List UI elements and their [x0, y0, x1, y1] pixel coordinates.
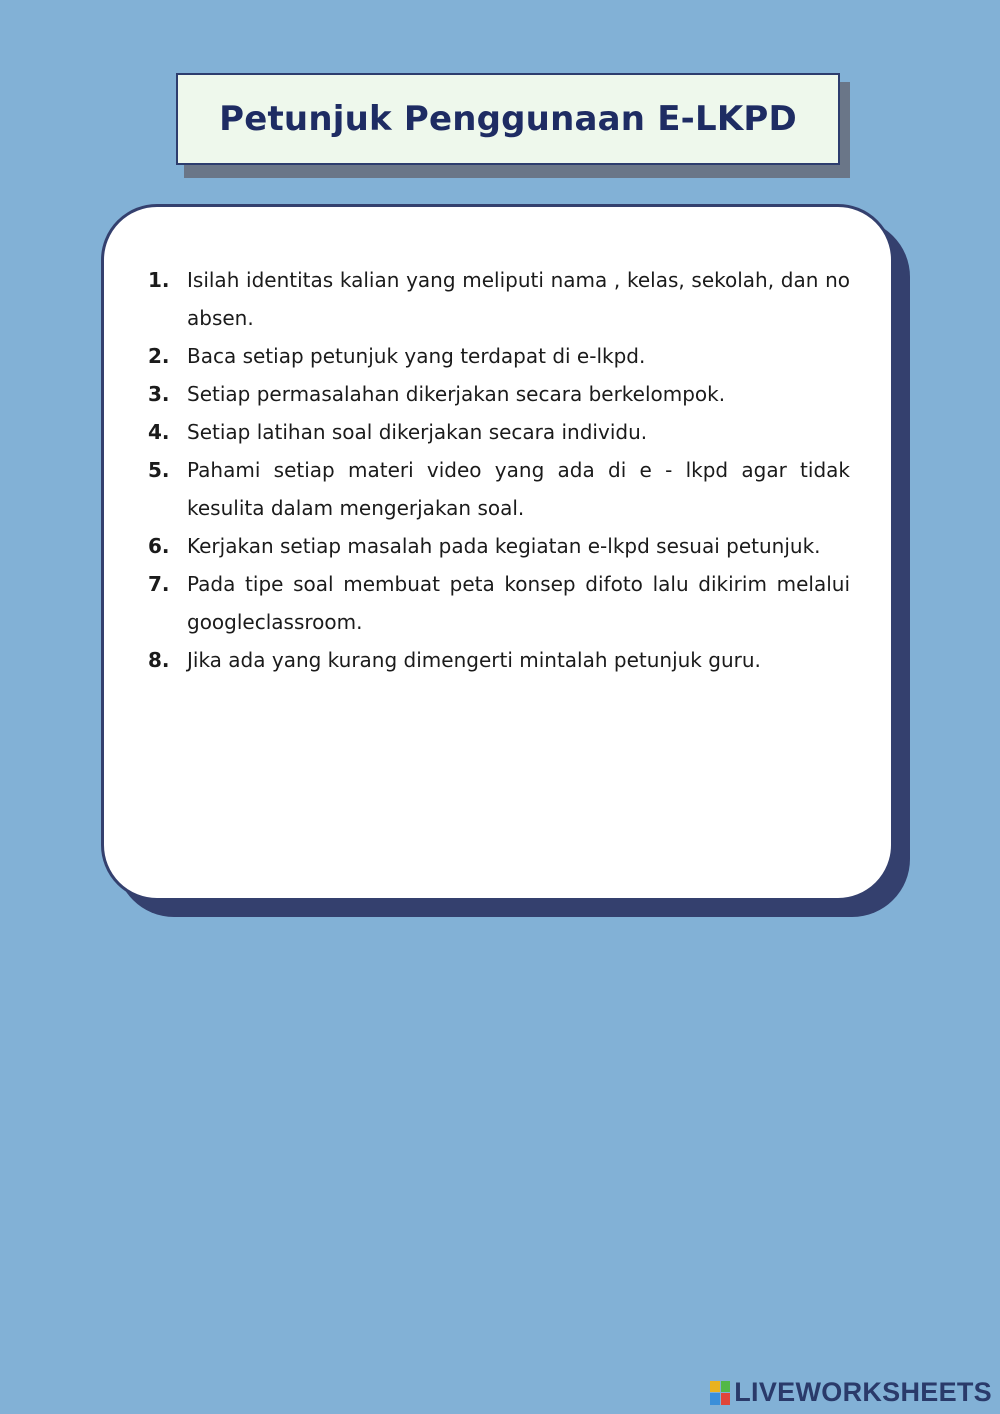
instruction-text: Kerjakan setiap masalah pada kegiatan e-lkpd sesuai petunjuk.: [187, 534, 821, 558]
liveworksheets-logo-text: LIVEWORKSHEETS: [734, 1377, 992, 1407]
logo-tile-red: [721, 1393, 731, 1405]
instruction-number: 6.: [148, 534, 170, 558]
logo-tile-green: [721, 1381, 731, 1393]
instruction-item: [148, 375, 850, 413]
instruction-text: Isilah identitas kalian yang meliputi nama , kelas, sekolah, dan no absen.: [187, 268, 850, 330]
instruction-item: [148, 261, 850, 337]
logo-tile-yellow: [710, 1381, 720, 1393]
instruction-text: Setiap latihan soal dikerjakan secara individu.: [187, 420, 648, 444]
instruction-number: 5.: [148, 458, 170, 482]
instruction-item: [148, 565, 850, 641]
instruction-text: Baca setiap petunjuk yang terdapat di e-lkpd.: [187, 344, 646, 368]
instruction-text: Pada tipe soal membuat peta konsep difoto lalu dikirim melalui googleclassroom.: [187, 572, 850, 634]
instruction-number: 2.: [148, 344, 170, 368]
instruction-item: [148, 527, 850, 565]
instruction-item: [148, 451, 850, 527]
instructions-card: [101, 204, 894, 901]
instruction-item: [148, 337, 850, 375]
instruction-number: 7.: [148, 572, 170, 596]
instruction-text: Setiap permasalahan dikerjakan secara berkelompok.: [187, 382, 726, 406]
instruction-item: [148, 641, 850, 679]
instructions-list: [148, 261, 850, 679]
instruction-number: 3.: [148, 382, 170, 406]
instruction-number: 8.: [148, 648, 170, 672]
liveworksheets-logo-icon: [710, 1381, 730, 1405]
instruction-number: 1.: [148, 268, 170, 292]
logo-tile-blue: [710, 1393, 720, 1405]
instruction-text: Jika ada yang kurang dimengerti mintalah petunjuk guru.: [187, 648, 761, 672]
instruction-item: [148, 413, 850, 451]
instruction-number: 4.: [148, 420, 170, 444]
liveworksheets-logo: [710, 1377, 992, 1408]
title-box: [176, 73, 840, 165]
instruction-text: Pahami setiap materi video yang ada di e - lkpd agar tidak kesulita dalam mengerjakan soal.: [187, 458, 850, 520]
page-title: Petunjuk Penggunaan E-LKPD: [219, 99, 797, 139]
